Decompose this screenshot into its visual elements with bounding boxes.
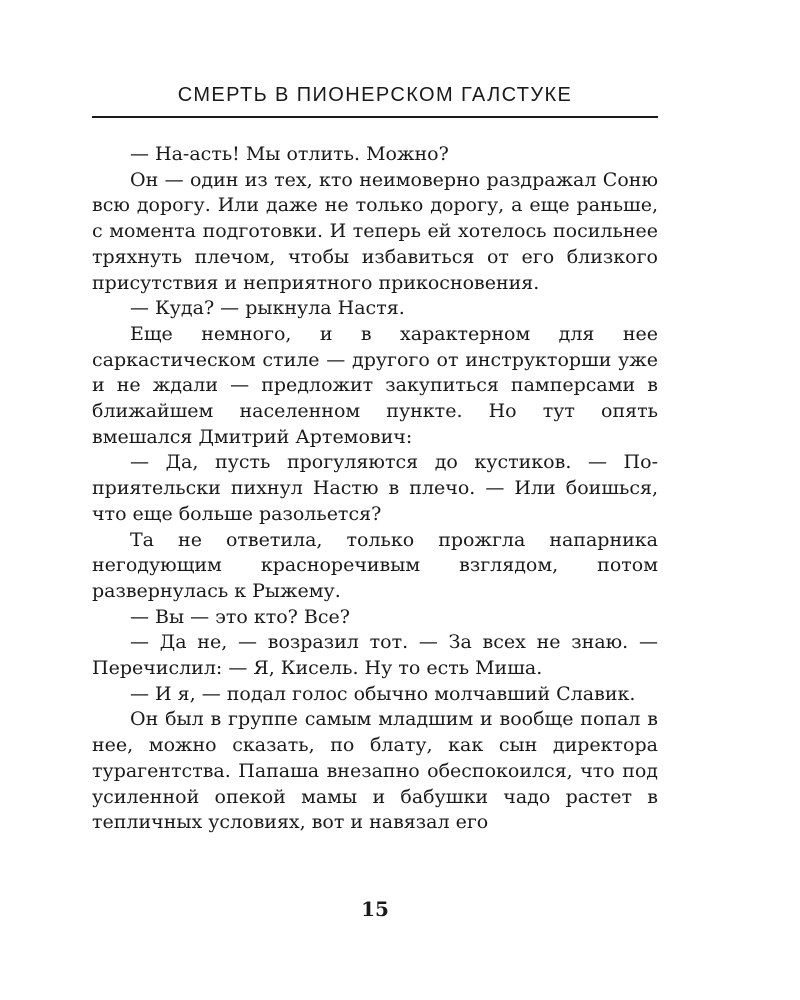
running-header: СМЕРТЬ В ПИОНЕРСКОМ ГАЛСТУКЕ bbox=[177, 84, 573, 106]
header-rule bbox=[92, 116, 658, 118]
page-number: 15 bbox=[361, 897, 389, 921]
paragraph: Та не ответила, только прожгла напарника негодующим красноречивым взглядом, потом развернулась к Рыжему. bbox=[92, 528, 658, 602]
paragraph: Он был в группе самым младшим и вообще попал в нее, можно сказать, по блату, как сын директора турагентства. Папаша внезапно обеспокоился, что под усиленной опекой мамы и бабушки чадо растет в тепличных условиях, вот и навязал его bbox=[92, 708, 658, 834]
paragraph: Еще немного, и в характерном для нее саркастическом стиле — другого от инструкторши уже и не ждали — предложит закупиться памперсами в ближайшем населенном пункте. Но тут опять вмешался Дмитрий Артемович: bbox=[92, 322, 658, 448]
paragraph: — Вы — это кто? Все? bbox=[130, 605, 350, 628]
paragraph: — На-асть! Мы отлить. Можно? bbox=[130, 143, 449, 165]
body-text bbox=[92, 142, 658, 836]
paragraph: Он — один из тех, кто неимоверно раздражал Соню всю дорогу. Или даже не только дорогу, а еще раньше, с момента подготовки. И теперь ей хотелось посильнее тряхнуть плечом, чтобы избавиться от его близкого присутствия и неприятного прикосновения. bbox=[92, 168, 658, 294]
paragraph: — Да не, — возразил тот. — За всех не знаю. — Перечислил: — Я, Кисель. Ну то есть Миша. bbox=[92, 631, 658, 680]
paragraph: — Куда? — рыкнула Настя. bbox=[130, 297, 405, 320]
paragraph: — И я, — подал голос обычно молчавший Славик. bbox=[130, 682, 636, 705]
paragraph: — Да, пусть прогуляются до кустиков. — По-приятельски пихнул Настю в плечо. — Или боишься, что еще больше разольется? bbox=[92, 451, 658, 525]
